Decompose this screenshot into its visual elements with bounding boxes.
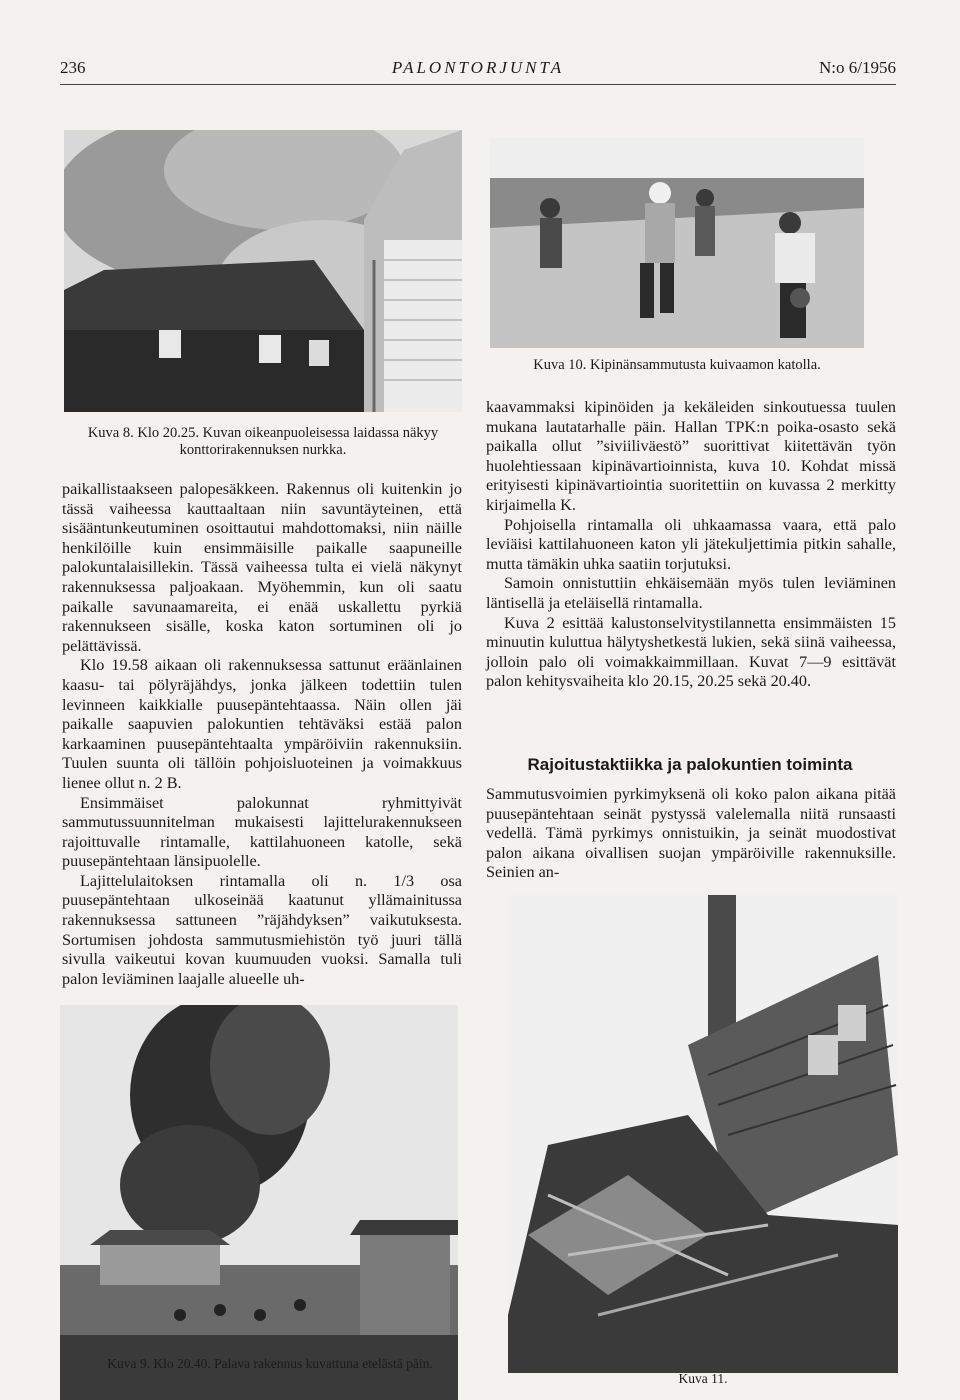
photo-kuva-11 [508,895,898,1373]
right-paragraph-3: Samoin onnistuttiin ehkäisemään myös tulen leviäminen läntisellä ja eteläisellä rintamalla. [486,574,896,612]
left-paragraph-2: Klo 19.58 aikaan oli rakennuksessa sattunut eräänlainen kaasu- tai pölyräjähdys, jonka jälkeen todettiin tulen levinneen kaikkialle puusepäntehtaassa. Näin ollen jäi paikalle saapuvien palokuntien tehtäväksi estää palon karkaaminen puusepäntehtaalta ympäröiviin rakennuksiin. Tuulen suunta oli tällöin pohjoisluoteinen ja voimakkuus lienee ollut n. 2 B. [62,656,462,792]
caption-kuva-11: Kuva 11. [678,1371,728,1386]
right-paragraph-5: Sammutusvoimien pyrkimyksenä oli koko palon aikana pitää puusepäntehtaan seinät pystyssä valelemalla niitä runsaasti vedellä. Tämä pyrkimys onnistuikin, ja seinät muodostivat palon aikana oivallisen suojan ympäröiville rakennuksille. Seinien an- [486,785,896,882]
caption-kuva-9: Kuva 9. Klo 20.40. Palava rakennus kuvattuna etelästä päin. [107,1356,433,1371]
photo-kuva-8 [64,130,462,412]
caption-kuva-8: Kuva 8. Klo 20.25. Kuvan oikeanpuoleisessa laidassa näkyy konttorirakennuksen nurkka. [87,425,439,458]
left-paragraph-3: Ensimmäiset palokunnat ryhmittyivät sammutussuunnitelman mukaisesti lajittelurakennukseen rajoittuvalle rintamalle, kattilahuoneen katolle, sekä puusepäntehtaan länsipuolelle. [62,793,462,871]
left-column [62,480,462,989]
page-header [60,58,896,84]
header-rule [60,84,896,85]
left-paragraph-4: Lajittelulaitoksen rintamalla oli n. 1/3 osa puusepäntehtaan ulkoseinää kaatunut yllämainitussa rakennuksessa sattuneen ”räjähdyksen” vaikutuksesta. Sortumisen johdosta sammutusmiehistön työ juuri tällä sivulla vaikeutui kovan kuumuuden vuoksi. Samalla tuli palon leviäminen laajalle alueelle uh- [62,871,462,988]
photo-kuva-10 [490,138,864,348]
page-number: 236 [60,58,86,77]
right-paragraph-4: Kuva 2 esittää kalustonselvitystilannetta ensimmäisten 15 minuutin kuluttua hälytyshetkestä lukien, sekä siinä vaiheessa, jolloin palo oli voimakkaimmillaan. Kuvat 7—9 esittävät palon kehitysvaiheita klo 20.15, 20.25 sekä 20.40. [486,613,896,691]
right-column-bottom [486,785,896,883]
right-column-top [486,398,896,692]
left-paragraph-1: paikallistaakseen palopesäkkeen. Rakennus oli kuitenkin jo tässä vaiheessa kauttaaltaan niin savuntäyteinen, että sisääntunkeutuminen osoittautui mahdottomaksi, niin näille henkilöille kuin ensimmäisille paikalle saapuneille palokuntalaisillekin. Tässä vaiheessa tulta ei vielä näkynyt rakennuksessa paljoakaan. Myöhemmin, kun oli saatu paikalle savunaamareita, ei enää uskallettu pyrkiä rakennukseen sisälle, koska katon sortuminen oli jo pelättävissä. [62,480,462,655]
right-paragraph-1: kaavammaksi kipinöiden ja kekäleiden sinkoutuessa tuulen mukana lautatarhalle päin. Hallan TPK:n poika-osasto sekä paikalla ollut ”siviiliväestö” suorittivat kiitettävän työn huolehtiessaan kipinävartioinnista, kuva 10. Kohdat missä erityisesti kipinävartiointia suoritettiin on kuvassa 2 merkitty kirjaimella K. [486,398,896,514]
section-heading: Rajoitustaktiikka ja palokuntien toiminta [527,755,853,774]
issue-number: N:o 6/1956 [819,58,896,77]
caption-kuva-10: Kuva 10. Kipinänsammutusta kuivaamon katolla. [533,357,821,373]
photo-kuva-9 [60,1005,458,1400]
right-paragraph-2: Pohjoisella rintamalla oli uhkaamassa vaara, että palo leviäisi kattilahuoneen katon yli jätekuljettimia pitkin sahalle, mutta tämäkin uhka saatiin torjutuksi. [486,515,896,573]
journal-title: PALONTORJUNTA [391,58,565,77]
